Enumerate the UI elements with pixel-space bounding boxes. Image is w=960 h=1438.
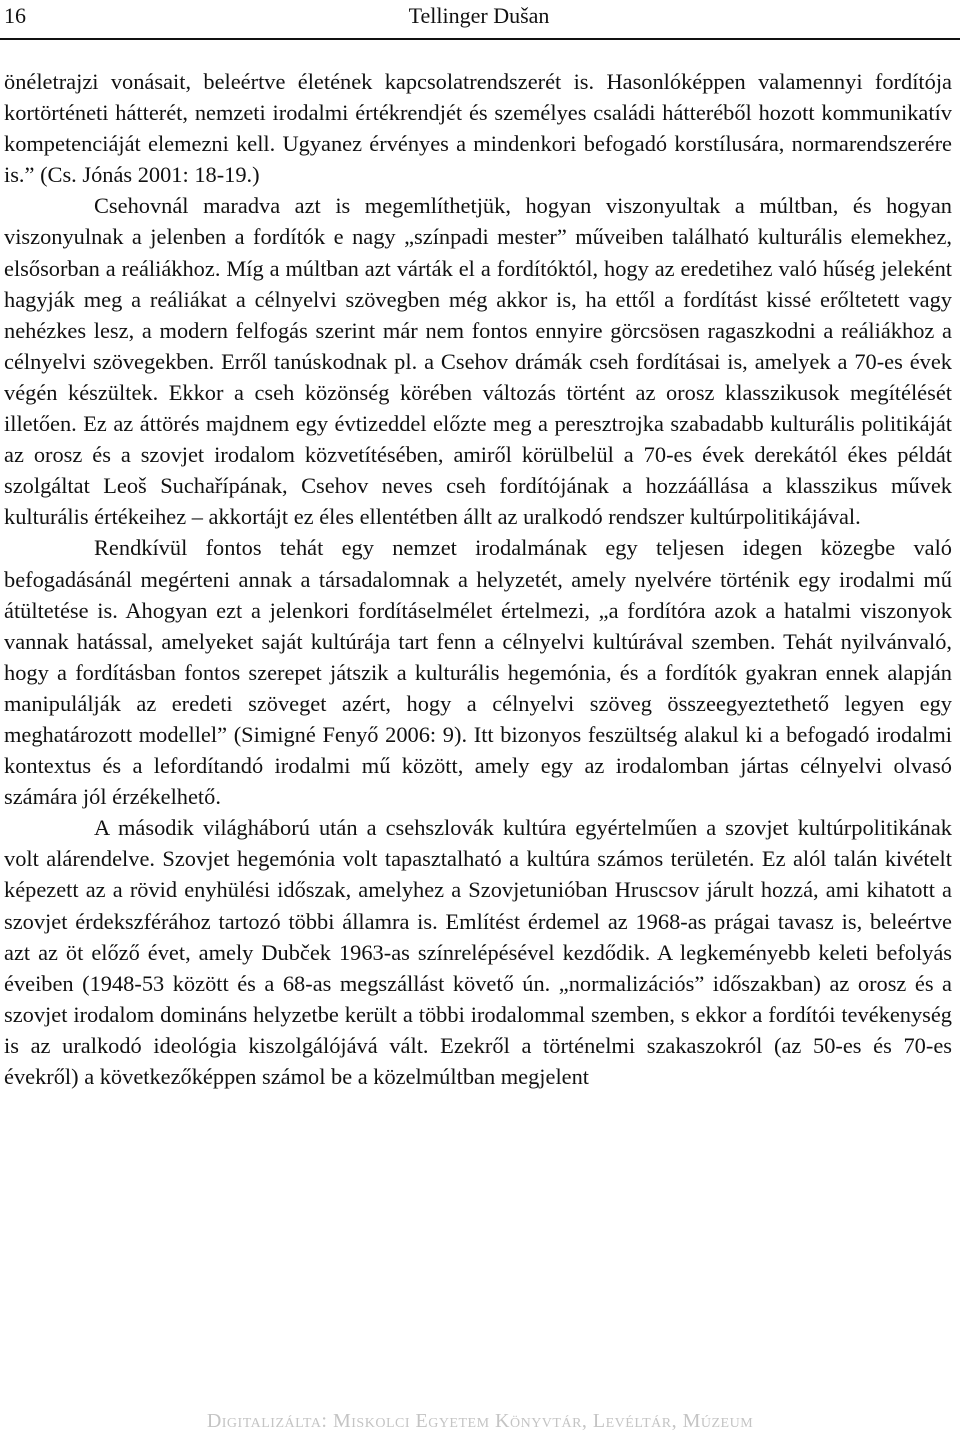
page-header bbox=[4, 2, 954, 30]
paragraph: Rendkívül fontos tehát egy nemzet irodalmának egy teljesen idegen közegbe való befogadásánál megérteni annak a társadalomnak a helyzetét, amely nyelvére történik egy irodalmi mű átültetése is. Ahogyan ezt a jelenkori fordításelmélet értelmezi, „a fordítóra azok a hatalmi viszonyok vannak hatással, amelyeket saját kultúrája tart fenn a célnyelvi kultúrával szemben. Tehát nyilvánvaló, hogy a fordításban fontos szerepet játszik a kulturális hegemónia, és a fordítók gyakran ennek alapján manipulálják az eredeti szöveget azért, hogy a célnyelvi szöveg összeegyeztethető legyen egy meghatározott modellel” (Simigné Fenyő 2006: 9). Itt bizonyos feszültség alakul ki a befogadó irodalmi kontextus és a lefordítandó irodalmi mű között, amely egy az irodalomban jártas célnyelvi olvasó számára jól érzékelhető. bbox=[4, 535, 952, 810]
paragraph-continued: önéletrajzi vonásait, beleértve életének kapcsolatrendszerét is. Hasonlóképpen valamennyi fordítója kortörténeti hátterét, nemzeti irodalmi értékrendjét és személyes családi hátteréből hozott kommunikatív kompetenciáját elemezni kell. Ugyanez érvényes a mindenkori befogadó korstílusára, normarendszerére is.” (Cs. Jónás 2001: 18-19.) bbox=[4, 69, 952, 188]
header-rule bbox=[0, 38, 960, 40]
digitization-watermark: Digitalizálta: Miskolci Egyetem Könyvtár, Levéltár, Múzeum bbox=[206, 1410, 754, 1432]
paragraph: Csehovnál maradva azt is megemlíthetjük, hogyan viszonyultak a múltban, és hogyan viszonyulnak a jelenben a fordítók e nagy „színpadi mester” műveiben található kulturális elemekhez, elsősorban a reáliákhoz. Míg a múltban azt várták el a fordítóktól, hogy az eredetihez való hűség jeleként hagyják meg a reáliákat a célnyelvi szövegben még akkor is, ha ettől a fordítást kissé erőltetett vagy nehézkes lesz, a modern felfogás szerint már nem fontos ennyire görcsösen ragaszkodni a reáliákhoz a célnyelvi szövegekben. Erről tanúskodnak pl. a Csehov drámák cseh fordításai is, amelyek a 70-es évek végén készültek. Ekkor a cseh közönség körében változás történt az orosz klasszikusok megítélését illetően. Ez az áttörés majdnem egy évtizeddel előzte meg a peresztrojka szabadabb kulturális politikáját az orosz és a szovjet irodalom közvetítésében, amiről körülbelül a 70-es évek derekától ékes példát szolgáltat Leoš Suchařípának, Csehov neves cseh fordítójának a hozzáállása a klasszikus művek kulturális értékeihez – akkortájt ez éles ellentétben állt az uralkodó rendszer kultúrpolitikájával. bbox=[4, 193, 952, 530]
page-number: 16 bbox=[4, 3, 26, 28]
body-text bbox=[4, 66, 952, 1092]
running-title: Tellinger Dušan bbox=[408, 3, 550, 28]
paragraph: A második világháború után a csehszlovák kultúra egyértelműen a szovjet kultúrpolitikának volt alárendelve. Szovjet hegemónia volt tapasztalható a kultúra számos területén. Ez alól talán kivételt képezett az a rövid enyhülési időszak, amelyhez a Szovjetunióban Hruscsov járult hozzá, ami kihatott a szovjet érdekszférához tartozó többi államra is. Említést érdemel az 1968-as prágai tavasz is, beleértve azt az öt előző évet, amely Dubček 1963-as színrelépésével kezdődik. A legkeményebb keleti befolyás éveiben (1948-53 között és a 68-as megszállást követő ún. „normalizációs” időszakban) az orosz és a szovjet irodalom domináns helyzetbe került a többi irodalommal szemben, s ekkor a fordítói tevékenység is az uralkodó ideológia kiszolgálójává vált. Ezekről a történelmi szakaszokról (az 50-es és 70-es évekről) a következőképpen számol be a közelmúltban megjelent bbox=[4, 815, 952, 1089]
